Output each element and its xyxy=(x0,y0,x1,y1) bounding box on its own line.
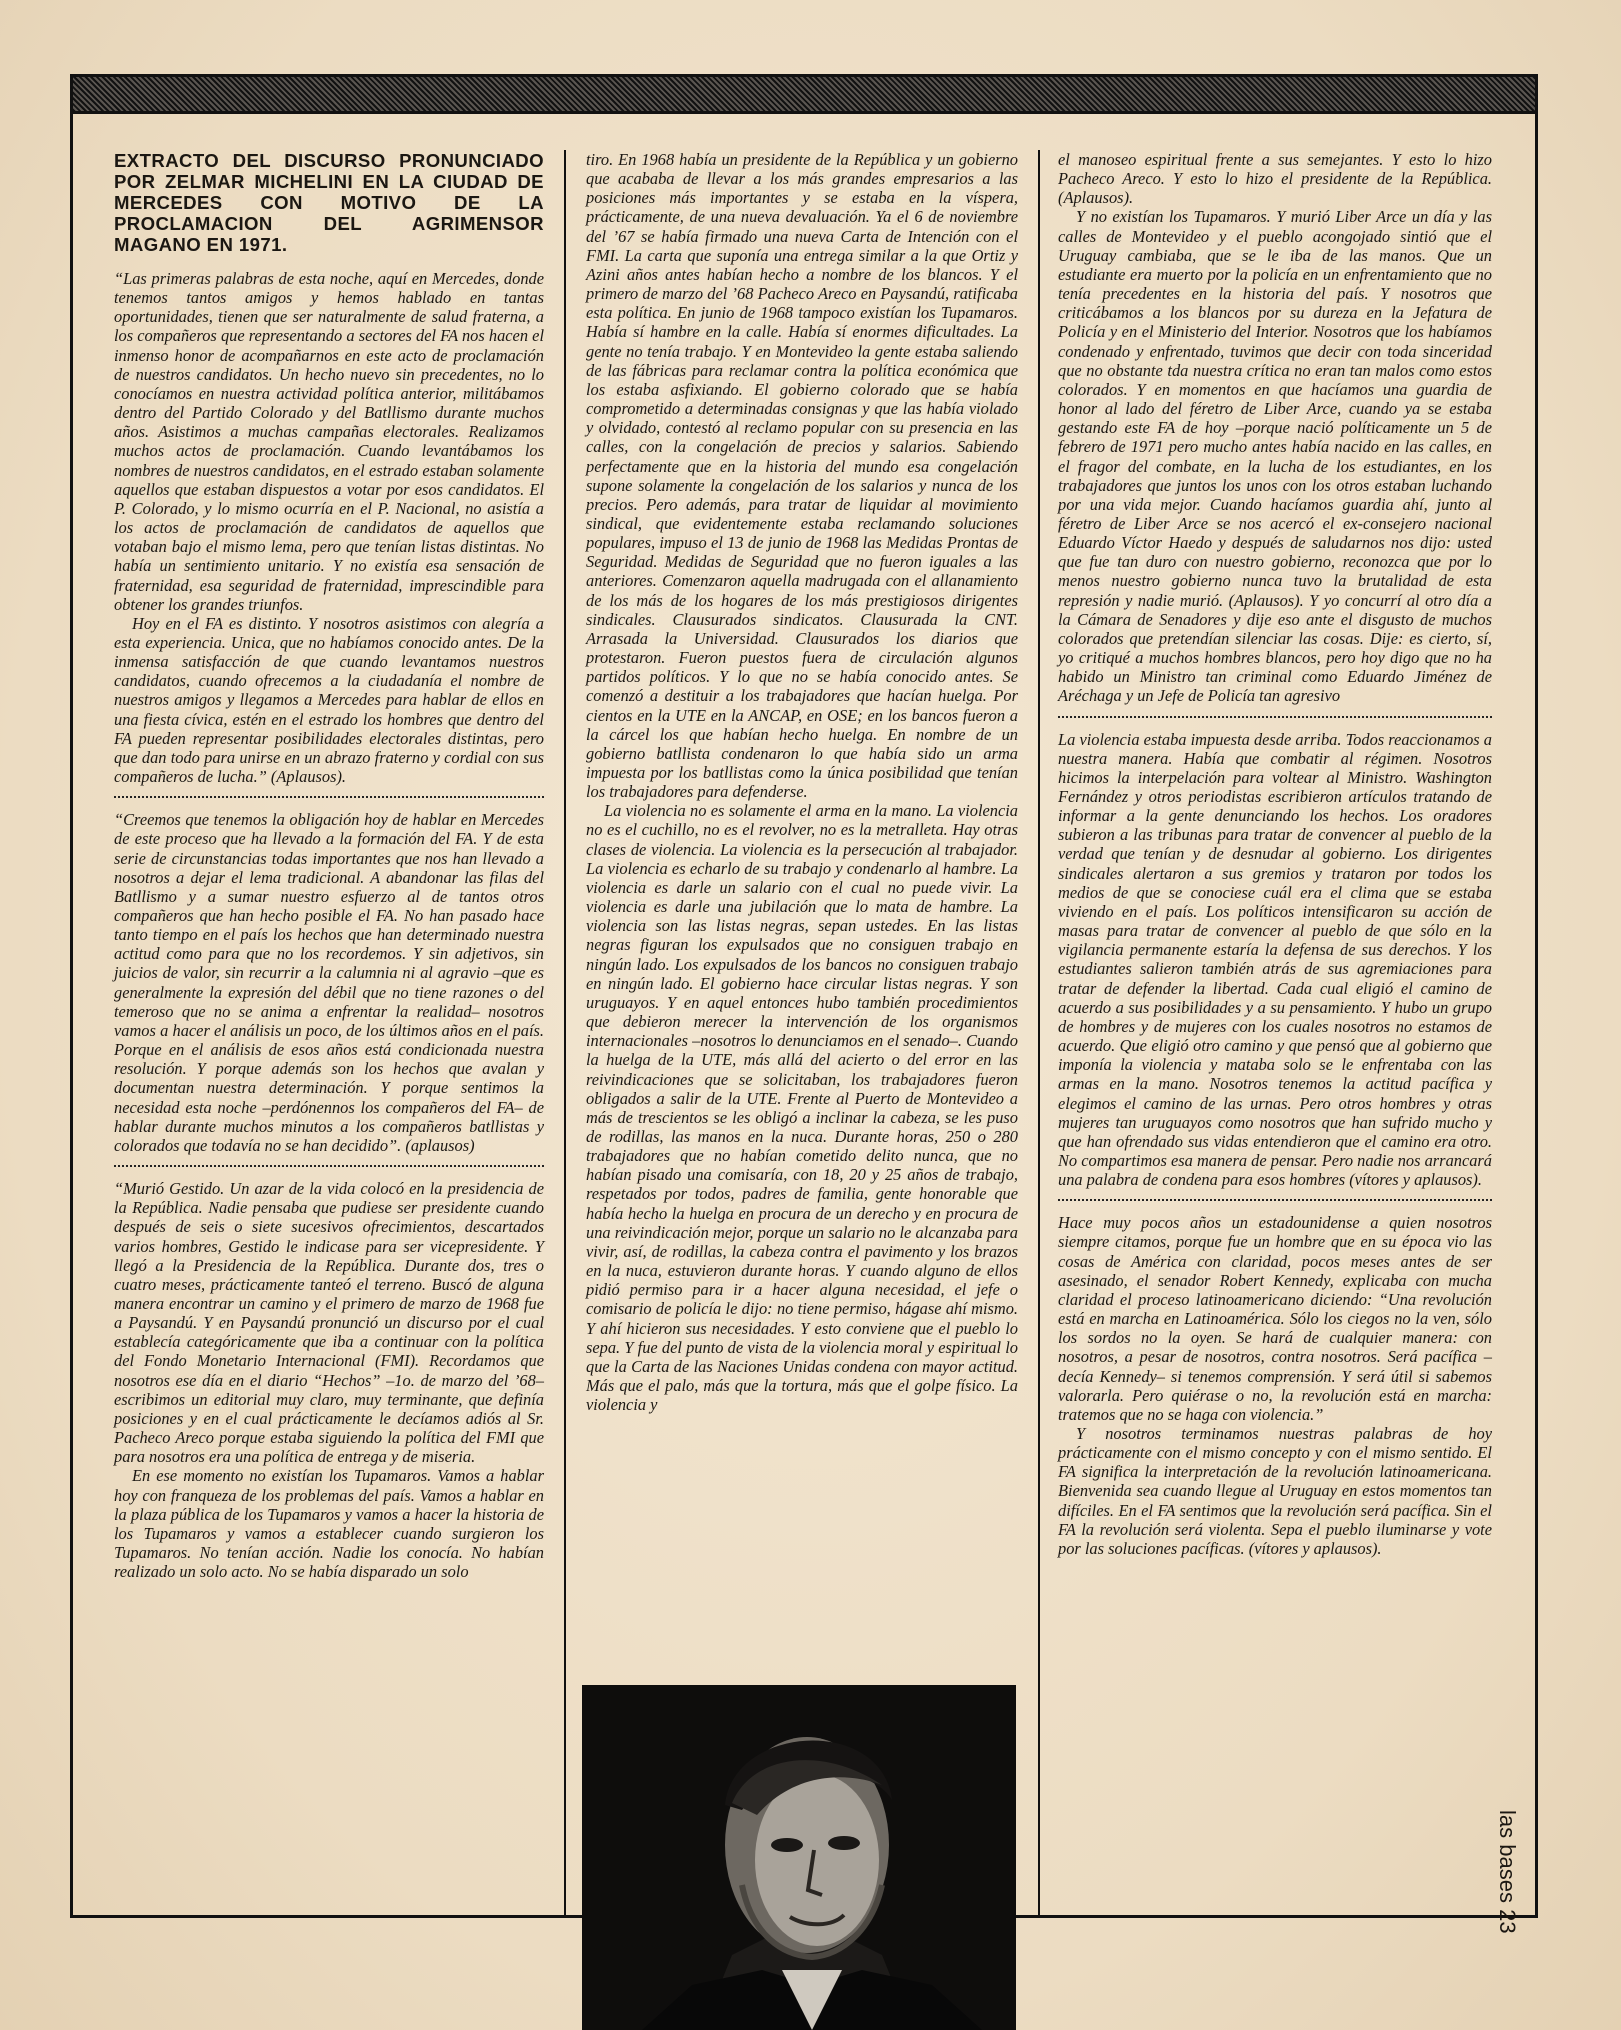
column-rule-2 xyxy=(1038,150,1040,1918)
paragraph: En ese momento no existían los Tupamaros. Vamos a hablar hoy con franqueza de los problemas del país. Vamos a hablar en la plaza pública de los Tupamaros y vamos a hacer la historia de los Tupamaros y vamos a establecer cuando surgieron los Tupamaros. No tenían acción. Nadie los conocía. No habían realizado un solo acto. No se había disparado un solo xyxy=(114,1466,544,1582)
publication-name: las bases xyxy=(1495,1810,1520,1903)
paragraph: La violencia estaba impuesta desde arriba. Todos reaccionamos a nuestra manera. Había que combatir al régimen. Nosotros hicimos la interpelación para voltear al Ministro. Washington Fernández y otros periodistas escribieron artículos tratando de informar a la gente denunciando los hechos. Los oradores subieron a las tribunas para tratar de convencer al pueblo de la verdad que tenían y de desnudar al gobierno. Los dirigentes sindicales alertaron a sus gremios y trataron por todos los medios de que se conociese cuál era el clima que se estaba viviendo en el país. Los políticos intensificaron su acción de masas para tratar de convencer al pueblo de que sólo en la vigilancia permanente estaría la defensa de sus derechos. Y los estudiantes salieron también atrás de sus agremiaciones para tratar de defender la libertad. Cada cual eligió el camino de acuerdo a sus posibilidades y a su pensamiento. Y hubo un grupo de hombres y de mujeres con los cuales nosotros no estamos de acuerdo. Que eligió otro camino y que pensó que al gobierno que imponía la violencia y mataba solo se le enfrentaba con las armas en la mano. Nosotros tenemos la actitud pacífica y elegimos el camino de las urnas. Pero otros hombres y otras mujeres tan uruguayos como nosotros que han sufrido mucho y que han ofrendado sus vidas entendieron que el camino era otro. No compartimos esa manera de pensar. Pero nadie nos arrancará una palabra de condena para esos hombres (vítores y aplausos). xyxy=(1058,729,1492,1190)
dotted-separator xyxy=(114,796,544,798)
paragraph: La violencia no es solamente el arma en la mano. La violencia no es el cuchillo, no es el revolver, no es la metralleta. Hay otras clases de violencia. La violencia es la persecución al trabajador. La violencia es echarlo de su trabajo y condenarlo al hambre. La violencia es darle un salario con el cual no puede vivir. La violencia es darle una jubilación que lo mata de hambre. La violencia son las listas negras, sepan ustedes. En las listas negras figuran los expulsados que no consiguen trabajo en ningún lado. Los expulsados de los bancos no consiguen trabajo en ningún lado. El gobierno hace circular listas negras. Y son uruguayos. Y en aquel entonces hubo también procedimientos que debieron merecer la intervención de los organismos internacionales –nosotros lo denunciamos en el senado–. Cuando la huelga de la UTE, más allá del acierto o del error en las reivindicaciones que se solicitaban, los trabajadores fueron obligados a salir de la UTE. Frente al Puerto de Montevideo a más de trescientos se les obligó a inclinar la cabeza, se les puso de rodillas, las manos en la nuca. Durante horas, 250 o 280 trabajadores que no habían cometido delito nunca, que no habían pisado una comisaría, con 18, 20 y 25 años de trabajo, respetados por todos, padres de familia, gente honorable que había hecho la huelga en procura de un derecho y en procura de una reivindicación mejor, porque un salario no le alcanzaba para vivir, así, de rodillas, la cabeza contra el pavimento y los brazos en la nuca, estuvieron durante horas. Y cuando alguno de ellos pidió permiso para ir a hacer alguna necesidad, el jefe o comisario de policía le dijo: no tiene permiso, hágase ahí mismo. Y ahí hicieron sus necesidades. Y esto conviene que el pueblo lo sepa. Y fue del punto de vista de la violencia moral y espiritual lo que la Carta de las Naciones Unidas condena con mayor actitud. Más que el palo, más que la tortura, más que el golpe físico. La violencia y xyxy=(586,801,1018,1415)
page-folio xyxy=(1495,1810,1520,1934)
paragraph: “Murió Gestido. Un azar de la vida colocó en la presidencia de la República. Nadie pensaba que pudiese ser presidente cuando después de seis o siete sucesivos ofrecimientos, descartados varios hombres, Gestido le indicase para ser vicepresidente. Y llegó a la Presidencia de la República. Durante dos, tres o cuatro meses, prácticamente tanteó el terreno. Buscó de alguna manera encontrar un camino y el primero de marzo de 1968 fue a Paysandú. Y en Paysandú pronunció un discurso por el cual establecía categóricamente que iba a continuar con la política del Fondo Monetario Internacional (FMI). Recordamos que nosotros ese día en el diario “Hechos” –1o. de marzo del ’68– escribimos un editorial muy claro, muy terminante, que definía posiciones y en el cual prácticamente le decíamos adiós al Sr. Pacheco Areco porque estaba siguiendo la política del FMI que para nosotros era una política de entrega y de miseria. xyxy=(114,1179,544,1467)
portrait-image xyxy=(582,1685,1016,2030)
column-rule-1 xyxy=(564,150,566,1918)
dotted-separator xyxy=(1058,716,1492,718)
top-decorative-bar xyxy=(70,74,1538,114)
paragraph: Y no existían los Tupamaros. Y murió Liber Arce un día y las calles de Montevideo y el pueblo acongojado sintió que el Uruguay cambiaba, que se le iba de las manos. Que un estudiante era muerto por la policía en un enfrentamiento que no tenía precedentes en la historia del país. Y nosotros que criticábamos a los blancos por su dureza en la Jefatura de Policía y en el Ministerio del Interior. Nosotros que los habíamos condenado y enfrentado, tuvimos que decir con toda sinceridad que no obstante tda nuestra crítica no eran tan malos como estos colorados. Y en momentos en que hacíamos una guardia de honor al lado del féretro de Liber Arce, cuando ya se estaba gestando este FA de hoy –porque nació políticamente un 5 de febrero de 1971 pero mucho antes había nacido en las calles, en el fragor del combate, en la lucha de los estudiantes, en los trabajadores que juntos los unos con los otros estaban luchando por una vida mejor. Cuando hacíamos guardia ahí, junto al féretro de Liber Arce se nos acercó el ex-consejero nacional Eduardo Víctor Haedo y después de saludarnos nos dijo: usted que fue tan duro con nuestro gobierno, reconozca que por lo menos nuestro gobierno nunca tuvo la brutalidad de esta represión y nadie murió. (Aplausos). Y yo concurrí al otro día a la Cámara de Senadores y dije eso ante el disgusto de muchos colorados que pretendían silenciar las cosas. Dije: es cierto, sí, yo critiqué a muchos hombres blancos, pero hoy digo que no ha habido un Ministro tan criminal como Eduardo Jiménez de Aréchaga y un Jefe de Policía tan agresivo xyxy=(1058,207,1492,706)
column-2 xyxy=(586,150,1018,1414)
paragraph: Hace muy pocos años un estadounidense a quien nosotros siempre citamos, porque fue un hombre que en su época vio las cosas de América con claridad, pocos meses antes de ser asesinado, el senador Robert Kennedy, explicaba con mucha claridad el proceso latinoamericano diciendo: “Una revolución está en marcha en Latinoamérica. Sólo los ciegos no la ven, sólo los sordos no la oyen. Se hará de cualquier manera: con nosotros, a pesar de nosotros, contra nosotros. Será pacífica –decía Kennedy– si tenemos comprensión. Y será útil si sabemos valorarla. Pero quiérase o no, la revolución está en marcha: tratemos que no se haga con violencia.” xyxy=(1058,1213,1492,1424)
paragraph: el manoseo espiritual frente a sus semejantes. Y esto lo hizo Pacheco Areco. Y esto lo hizo el presidente de la República. (Aplausos). xyxy=(1058,150,1492,208)
column-3 xyxy=(1058,150,1492,1558)
column-1 xyxy=(114,150,544,1581)
paragraph: “Creemos que tenemos la obligación hoy de hablar en Mercedes de este proceso que ha llevado a la formación del FA. Y de esta serie de circunstancias todas importantes que nos han llevado a nosotros a dejar el lema tradicional. A abandonar las filas del Batllismo y a sumar nuestro esfuerzo al de tantos otros compañeros que han hecho posible el FA. No han pasado hace tanto tiempo en el país los hechos que han determinado nuestra actitud como para que no los recordemos. Y sin adjetivos, sin juicios de valor, sin recurrir a la calumnia ni al agravio –que es generalmente la expresión del débil que no tiene razones o del temeroso que no se anima a enfrentar la realidad– nosotros vamos a hacer el análisis un poco, de los últimos años en el país. Porque en el análisis de esos años está condicionada nuestra resolución. Y porque además son los hechos que avalan y documentan nuestra determinación. Y porque sentimos la necesidad esta noche –perdónennos los compañeros del FA– de hablar durante muchos minutos a los compañeros batllistas y colorados que todavía no se han decidido”. (aplausos) xyxy=(114,810,544,1155)
dotted-separator xyxy=(114,1165,544,1167)
portrait-photo xyxy=(582,1685,1016,2030)
paragraph: “Las primeras palabras de esta noche, aquí en Mercedes, donde tenemos tantos amigos y hemos hablado en tantas oportunidades, tienen que ser naturalmente de salud fraterna, a los compañeros que representando a sectores del FA nos hacen el inmenso honor de acompañarnos en este acto de proclamación de nuestros candidatos. Un hecho nuevo sin precedentes, no lo conocíamos en nuestra actividad política anterior, militábamos dentro del Partido Colorado y del Batllismo durante muchos años. Asistimos a muchas campañas electorales. Realizamos muchos actos de proclamación. Cuando levantábamos los nombres de nuestros candidatos, en el estrado estaban solamente aquellos que estaban dispuestos a votar por esos candidatos. El P. Colorado, y lo mismo ocurría en el P. Nacional, no asistía a los actos de proclamación de candidatos de aquellos que votaban bajo el mismo lema, pero que tenían listas distintas. No había un sentimiento unitario. Y no existía esa sensación de fraternidad, esa seguridad de fraternidad, imprescindible para obtener los grandes triunfos. xyxy=(114,269,544,614)
paragraph: Y nosotros terminamos nuestras palabras de hoy prácticamente con el mismo concepto y con el mismo sentido. El FA significa la interpretación de la revolución latinoamericana. Bienvenida sea cuando llegue al Uruguay en estos momentos tan difíciles. En el FA sentimos que la revolución será pacífica. Sin el FA la revolución será violenta. Sepa el pueblo iluminarse y vote por las soluciones pacíficas. (vítores y aplausos). xyxy=(1058,1424,1492,1558)
paragraph: tiro. En 1968 había un presidente de la República y un gobierno que acababa de llevar a los más grandes empresarios a las posiciones más importantes y se estaba en la víspera, prácticamente, de una nueva devaluación. Ya el 6 de noviembre del ’67 se había firmado una nueva Carta de Intención con el FMI. La carta que suponía una entrega similar a la que Ortiz y Azini años antes habían hecho a nombre de los blancos. Y el primero de marzo del ’68 Pacheco Areco en Paysandú, ratificaba esta política. En junio de 1968 tampoco existían los Tupamaros. Había sí hambre en la calle. Había sí enormes dificultades. La gente no tenía trabajo. Y en Montevideo la gente estaba saliendo de las fábricas para reclamar contra la política económica que los estaba asfixiando. El gobierno colorado que se había comprometido a determinadas consignas y que las había violado y olvidado, contestó al reclamo popular con su presencia en las calles, con la congelación de precios y salarios. Sabiendo perfectamente que en la historia del mundo esa congelación supone solamente la congelación de los salarios y nunca de los precios. Pero además, para tratar de liquidar al movimiento sindical, que evidentemente estaba reclamando soluciones populares, impuso el 13 de junio de 1968 las Medidas Prontas de Seguridad. Medidas de Seguridad que no fueron iguales a las anteriores. Comenzaron aquella madrugada con el allanamiento de los más de los hogares de los más prestigiosos dirigentes sindicales. Clausurados sindicatos. Clausurada la CNT. Arrasada la Universidad. Clausurados los diarios que protestaron. Fueron puestos fuera de circulación algunos partidos políticos. Y lo que no se había conocido antes. Se comenzó a destituir a los trabajadores que hacían huelga. Por cientos en la UTE en la ANCAP, en OSE; en los bancos fueron a la cárcel los que habían hecho huelga. En nombre de un gobierno batllista condenaron lo que había sido un arma impuesta por los batllistas como la única posibilidad que tenían los trabajadores para defenderse. xyxy=(586,150,1018,802)
article-headline: EXTRACTO DEL DISCURSO PRONUNCIADO POR ZELMAR MICHELINI EN LA CIUDAD DE MERCEDES CON MOTIVO DE LA PROCLAMACION DEL AGRIMENSOR MAGANO EN 1971. xyxy=(114,150,544,255)
dotted-separator xyxy=(1058,1199,1492,1201)
paragraph: Hoy en el FA es distinto. Y nosotros asistimos con alegría a esta experiencia. Unica, que no habíamos conocido antes. De la inmensa satisfacción de que cuando levantamos nuestros candidatos, cuando ofrecemos a la ciudadanía el nombre de nuestros amigos y llegamos a Mercedes para hablar de ellos en una fiesta cívica, estén en el estrado los hombres que dentro del FA pueden representar posibilidades electorales distintas, pero que dan todo para unirse en un abrazo fraterno y cordial con sus compañeros de lucha.” (Aplausos). xyxy=(114,613,544,787)
page-number: 23 xyxy=(1495,1909,1520,1934)
